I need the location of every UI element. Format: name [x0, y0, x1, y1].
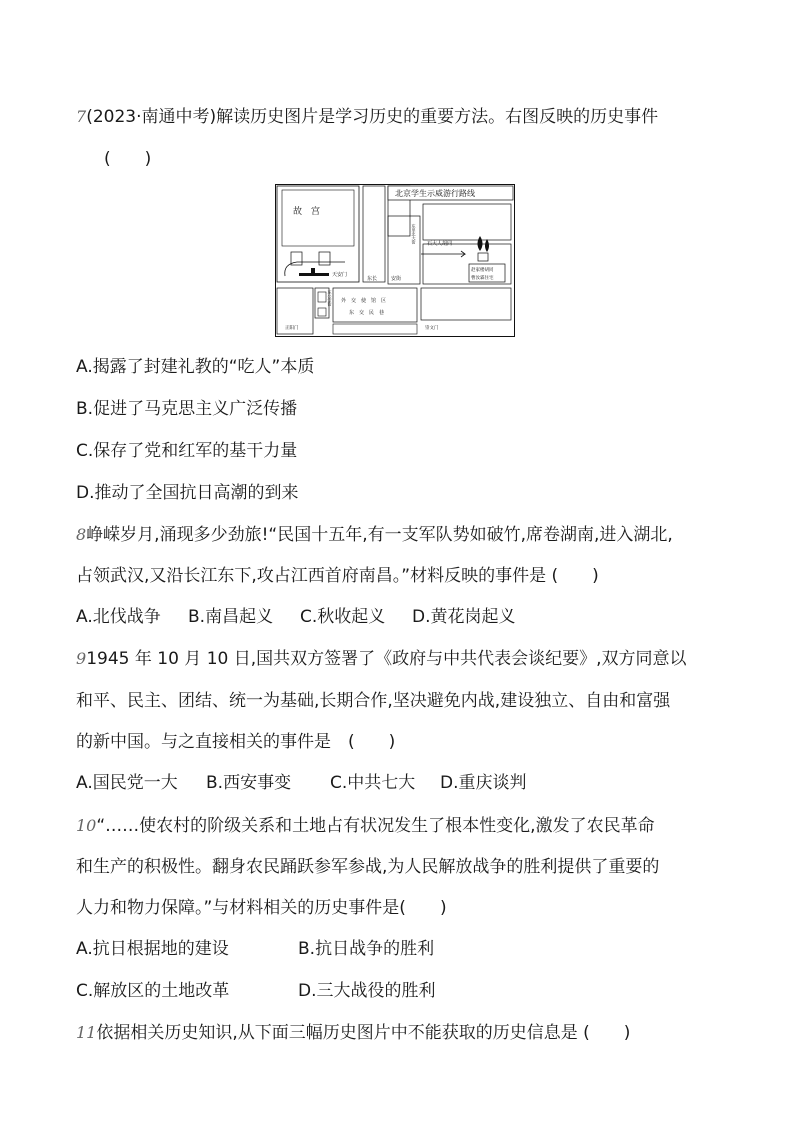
map-label-waijiao: 外 交 使 馆 区: [341, 298, 387, 304]
q10-number: 10: [76, 816, 97, 835]
q10-option-b: B.抗日战争的胜利: [298, 939, 435, 959]
q9-line-1: [76, 648, 687, 670]
q7-stem: [76, 106, 658, 128]
q7-option-b: B.促进了马克思主义广泛传播: [76, 399, 298, 419]
q8-option-b: B.南昌起义: [188, 607, 274, 627]
map-label-dongchang: 东长: [367, 276, 378, 282]
q10-option-d: D.三大战役的胜利: [298, 981, 436, 1001]
q10-line-3: 人力和物力保障。”与材料相关的历史事件是( ): [76, 898, 447, 918]
map-label-shidaren: 石大人胡同: [427, 241, 453, 247]
q9-line-2: 和平、民主、团结、统一为基础,长期合作,坚决避免内战,建设独立、自由和富强: [76, 691, 671, 711]
map-label-anjie: 安街: [391, 276, 402, 282]
q7-number: 7: [76, 107, 87, 126]
q8-line-2: 占领武汉,又沿长江东下,攻占江西首府南昌。”材料反映的事件是 ( ): [76, 566, 599, 586]
q11-number: 11: [76, 1023, 97, 1042]
map-label-tiananmen: 天安门: [332, 272, 348, 278]
q8-number: 8: [76, 525, 87, 544]
q8-line-1-text: 峥嵘岁月,涌现多少劲旅!“民国十五年,有一支军队势如破竹,席卷湖南,进入湖北,: [86, 525, 673, 545]
q9-option-a: A.国民党一大: [76, 773, 178, 793]
q10-line-1: [76, 815, 655, 837]
beijing-protest-route-map: [275, 184, 515, 337]
q9-line-1-text: 1945 年 10 月 10 日,国共双方签署了《政府与中共代表会谈纪要》,双方同意以: [86, 649, 687, 669]
q9-option-d: D.重庆谈判: [440, 773, 527, 793]
map-label-dongjiao: 东 交 民 巷: [349, 310, 385, 316]
q9-number: 9: [76, 649, 87, 668]
map-label-zhengyang: 正阳门: [285, 326, 299, 331]
q9-option-c: C.中共七大: [330, 773, 416, 793]
map-label-palace: 故 宫: [293, 207, 321, 217]
q7-blank: ( ): [104, 149, 152, 169]
q8-option-c: C.秋收起义: [300, 607, 386, 627]
q8-option-a: A.北伐战争: [76, 607, 161, 627]
q9-line-3: 的新中国。与之直接相关的事件是 ( ): [76, 732, 396, 752]
q11-line-1-text: 依据相关历史知识,从下面三幅历史图片中不能获取的历史信息是 ( ): [96, 1023, 631, 1043]
q7-stem-text: (2023·南通中考)解读历史图片是学习历史的重要方法。右图反映的历史事件: [86, 107, 659, 127]
q8-option-d: D.黄花岗起义: [412, 607, 516, 627]
q8-line-1: [76, 524, 673, 546]
q9-option-b: B.西安事变: [206, 773, 292, 793]
map-label-dongan: 东公安街: [327, 290, 333, 306]
map-label-residence-2: 曹汝霖住宅: [471, 276, 494, 281]
q7-option-a: A.揭露了封建礼教的“吃人”本质: [76, 357, 315, 377]
map-label-residence-1: 赵家楼胡同: [471, 268, 494, 273]
q11-line-1: [76, 1022, 630, 1044]
map-label-chongwen: 崇文门: [425, 326, 439, 331]
map-label-beichi: 东单北大街: [411, 224, 417, 244]
q10-line-1-text: “……使农村的阶级关系和土地占有状况发生了根本性变化,激发了农民革命: [96, 816, 655, 836]
q10-option-c: C.解放区的土地改革: [76, 981, 230, 1001]
map-title: 北京学生示威游行路线: [395, 189, 475, 198]
q7-option-d: D.推动了全国抗日高潮的到来: [76, 483, 299, 503]
q10-option-a: A.抗日根据地的建设: [76, 939, 229, 959]
q10-line-2: 和生产的积极性。翻身农民踊跃参军参战,为人民解放战争的胜利提供了重要的: [76, 857, 660, 877]
q7-option-c: C.保存了党和红军的基干力量: [76, 441, 298, 461]
